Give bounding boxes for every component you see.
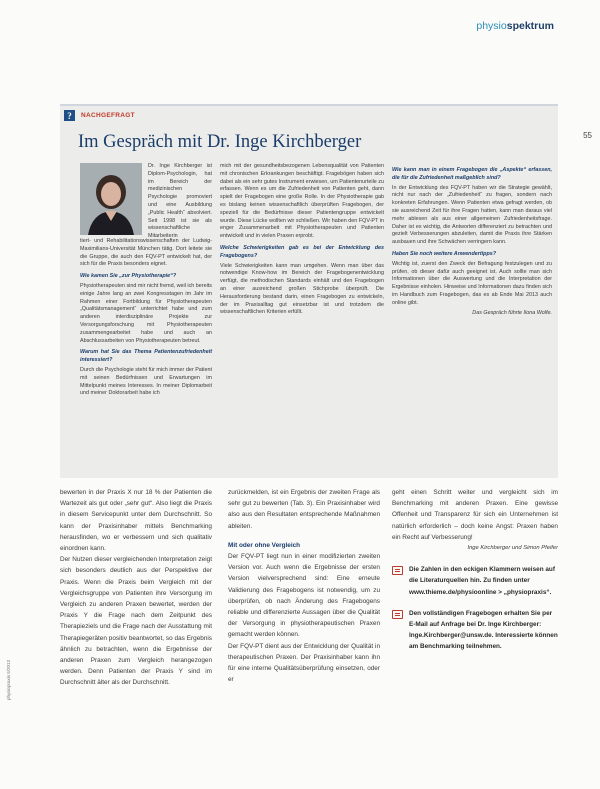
portrait-photo: [80, 163, 142, 235]
magazine-header: [476, 20, 554, 32]
article-paragraph: geht einen Schritt weiter und vergleicht sich im Benchmarking mit anderen Praxen. Eine gewisse Offenheit und Transparenz für sich ein Unternehmen ist natürlich erforderlich – doch keine Angst: Praxen haben ein Recht auf Verbesserung!: [392, 489, 558, 541]
interview-column-3: [392, 163, 552, 319]
interview-title: Im Gespräch mit Dr. Inge Kirchberger: [78, 132, 362, 152]
interview-answer: Durch die Psychologie steht für mich immer der Patient mit seinen Bedürfnissen und Erwartungen im Mittelpunkt meines Interesses. In meiner Diplomarbeit und meiner Doktorarbeit habe ich: [80, 366, 212, 397]
page-number: 55: [583, 131, 592, 140]
interview-answer: Physiotherapeuten sind mir nicht fremd, weil ich bereits einige Jahre lang an zwei Kongresstagen im Jahr im Rahmen einer Fortbildung für Physiotherapeuten „Qualitätsmanagement“ unterrichtet habe und zum anderen interdisziplinäre Projekte zur Versorgungsforschung mit Physiotherapeuten zusammengearbeitet habe und auch an Abschlussarbeiten von Physiotherapeuten betreut.: [80, 282, 212, 344]
article-paragraph: Der Nutzen dieser vergleichenden Interpretation zeigt sich besonders deutlich aus der Perspektive der Praxis. Wenn die Praxis beim Vergleich mit der Vergleichsgruppe von Patienten ihre Versorgung im Vergleich zu anderen Praxen bewertet, werden der Praxis Y die Frage nach dem Zeitpunkt des Therapieziels und die Frage nach der Ausstattung mit Therapiegeräten positiv beantwortet, so das Ergebnis ähnlich zu betrachten, wenn die Ergebnisse der anderen Praxen zum Vergleich herangezogen werden. Denn Patienten der Praxis Y sind im Durchschnitt älter als der Durchschnitt.: [60, 556, 212, 687]
photo-credit: physiopraxis 5/2013: [6, 659, 11, 700]
article-paragraph: bewerten in der Praxis X nur 18 % der Patienten die Wartezeit als gut oder „sehr gut“. Also liegt die Praxis in diesem Servicepunkt unter dem Durchschnitt. So kann der Praxisinhaber mittels Benchmarking herausfinden, wo er verbessern und sich qualitativ einordnen kann.: [60, 489, 212, 553]
brand-bold: spektrum: [506, 20, 554, 32]
interview-question: Haben Sie noch weitere Anwendertipps?: [392, 250, 497, 257]
note-icon: [392, 566, 403, 575]
interview-answer: Wichtig ist, zuerst den Zweck der Befragung festzulegen und zu prüfen, ob dieser dafür auch geeignet ist. Auch sollte man sich Informationen über die Auswertung und die Interpretation der Ergebnisse einholen. Hinweise und Informationen dazu finden sich im Handbuch zum Fragebogen, das es ab Ende Mai 2013 auch online gibt.: [392, 260, 552, 306]
intro-paragraph: tiert- und Rehabilitationswissenschaften der Ludwig-Maximilians-Universität München tätig. Dort leitete sie die Gruppe, die auch den FQV-PT entwickelt hat, der sich für die Praxis besonders eignet.: [80, 238, 212, 268]
section-label: NACHGEFRAGT: [81, 112, 135, 119]
interview-question: Warum hat Sie das Thema Patientenzufriedenheit interessiert?: [80, 349, 212, 364]
interview-question: Wie kamen Sie „zur Physiotherapie“?: [80, 273, 177, 280]
note-icon: [392, 610, 403, 619]
article-authors: Inge Kirchberger und Simon Pfeifer: [467, 545, 558, 552]
info-note: [392, 608, 558, 653]
note-text: Den vollständigen Fragebogen erhalten Sie per E-Mail auf Anfrage bei Dr. Inge Kirchberger: Inge.Kirchberger@unsw.de. Interessierte können am Benchmarking teilnehmen.: [409, 609, 558, 651]
article-column-1: [60, 487, 212, 689]
intro-text: [148, 163, 212, 243]
interview-question: Wie kann man in einem Fragebogen die „Aspekte“ erfassen, die für die Zufriedenheit maßgeblich sind?: [392, 167, 552, 181]
interview-signature: Das Gespräch führte Ilona Wolfe.: [472, 309, 552, 316]
interview-column-1: [80, 238, 212, 400]
intro-paragraph: Dr. Inge Kirchberger ist Diplom-Psychologin, hat im Bereich der medizinischen Psychologie promoviert und eine Ausbildung „Public Health“ absolviert. Seit 1998 ist sie als wissenschaftliche Mitarbeiterin: [148, 163, 212, 240]
article-subheading: Mit oder ohne Vergleich: [228, 541, 301, 549]
article-paragraph: Der FQV-PT dient aus der Entwicklung der Qualität in therapeutischen Praxen. Der Praxisinhaber kann ihn für eine interne Qualitätsüberprüfung einsetzen, oder er: [228, 642, 380, 684]
interview-question: Welche Schwierigkeiten gab es bei der Entwicklung des Fragebogens?: [220, 244, 384, 259]
interview-answer: mich mit der gesundheitsbezogenen Lebensqualität von Patienten mit chronischen Erkrankungen beschäftigt. Fragebögen haben sich dabei als ein sehr gutes Instrument erwiesen, um Patientenurteile zu erfassen. Wenn es um die Zufriedenheit von Patienten geht, dann spielt der Fragebogen eine große Rolle. In der Physiotherapie gab es bislang keinen wissenschaftlich überprüften Fragebogen, der speziell für die Bedürfnisse dieser Patientengruppe entwickelt wurde. Diese Lücke wollten wir schließen. Wir haben den FQV-PT in enger Zusammenarbeit mit Physiotherapeuten und Patienten entwickelt und in vielen Praxen erprobt.: [220, 163, 384, 240]
section-tag: [64, 110, 135, 121]
interview-box: [60, 104, 558, 478]
article-column-2: [228, 487, 380, 685]
article-paragraph: Der FQV-PT liegt nun in einer modifizierten zweiten Version vor. Auch wenn die Ergebnisse der ersten Version vielversprechend sind: Eine erneute Validierung des Fragebogens ist notwendig, um zu überprüfen, ob nach Änderung des Fragebogens reliable und differenzierte Aussagen über die Qualität der Versorgung in physiotherapeutischen Praxen gemacht werden können.: [228, 553, 380, 639]
article-column-3: [392, 487, 558, 653]
interview-answer: Viele Schwierigkeiten kann man umgehen. Wenn man über das notwendige Know-how im Bereich der Fragebogenentwicklung verfügt, die methodischen Standards einhält und den Fragebogen an einer ausreichend großen Stichprobe überprüft. Die Herausforderung bestand darin, einen Fragebogen zu entwickeln, der im Praxisalltag gut einsetzbar ist und trotzdem die wissenschaftlichen Kriterien erfüllt.: [220, 262, 384, 316]
info-note: [392, 564, 558, 598]
brand-light: physio: [476, 20, 507, 32]
interview-answer: In der Entwicklung des FQV-PT haben wir die Strategie gewählt, nicht nur nach der „Zufriedenheit“ zu fragen, sondern nach konkreten Erfahrungen. Wenn Patienten etwa gefragt werden, ob sie ausreichend Zeit für ihre Fragen hatten, kann man daraus viel mehr ablesen als aus einer allgemeinen Zufriedenheitsfrage. Daher ist es wichtig, die Antworten differenziert zu betrachten und gezielt Verbesserungen abzuleiten, damit die Praxis ihre Stärken ausbauen und ihre Schwächen verringern kann.: [392, 184, 552, 246]
question-mark-icon: ?: [64, 110, 75, 121]
article-paragraph: zurückmelden, ist ein Ergebnis der zweiten Frage als sehr gut zu bewerten (Tab. 3). Ein Praxisinhaber wird also aus den Resultaten entsprechende Maßnahmen ableiten.: [228, 489, 380, 530]
interview-column-2: [220, 163, 384, 319]
note-text: Die Zahlen in den eckigen Klammern weisen auf die Literaturquellen hin. Zu finden unter www.thieme.de/physioonline > „physiopraxis“.: [409, 566, 555, 596]
